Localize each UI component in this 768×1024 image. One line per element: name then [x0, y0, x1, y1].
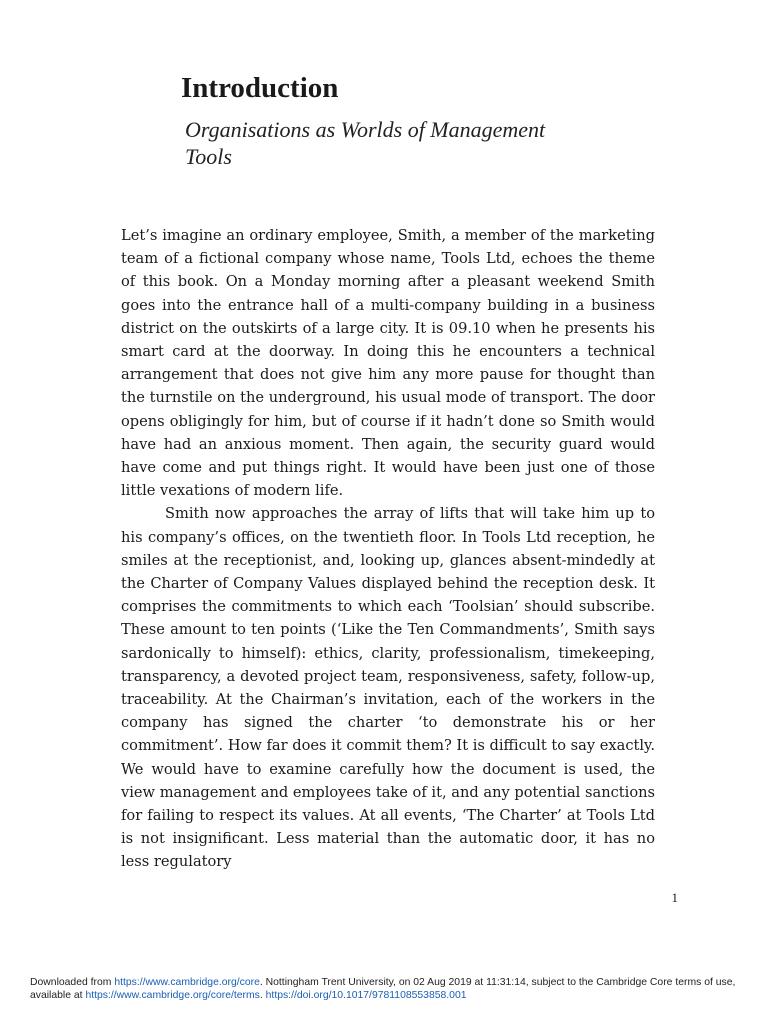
paragraph: Smith now approaches the array of lifts that will take him up to his company’s offices, on the twentieth floor. In Tools Ltd reception, he smiles at the receptionist, and, looking up, glances absent-mindedly at the Charter of Company Values displayed behind the reception desk. It comprises the commitments to which each ‘Toolsian’ should subscribe. These amount to ten points (‘Like the Ten Commandments’, Smith says sardonically to himself): ethics, clarity, professionalism, timekeeping, transparency, a devoted project team, responsiveness, safety, follow-up, traceability. At the Chairman’s invitation, each of the workers in the company has signed the charter ‘to demonstrate his or her commitment’. How far does it commit them? It is difficult to say exactly. We would have to examine carefully how the document is used, the view management and employees take of it, and any potential sanctions for failing to respect its values. At all events, ‘The Charter’ at Tools Ltd is not insignificant. Less material than the automatic door, it has no less regulatory — [121, 505, 655, 871]
chapter-subtitle: Organisations as Worlds of Management Tools — [185, 117, 546, 169]
footer-middle-text: . Nottingham Trent University, on 02 Aug 2019 at 11:31:14, subject to the Cambridge Core terms of use, available at — [30, 977, 736, 1001]
chapter-title: Introduction — [181, 72, 339, 104]
paragraph: Let’s imagine an ordinary employee, Smith, a member of the marketing team of a fictional company whose name, Tools Ltd, echoes the theme of this book. On a Monday morning after a pleasant weekend Smith goes into the entrance hall of a multi-company building in a business district on the outskirts of a large city. It is 09.10 when he presents his smart card at the doorway. In doing this he encounters a technical arrangement that does not give him any more pause for thought than the turnstile on the underground, his usual mode of transport. The door opens obligingly for him, but of course if it hadn’t done so Smith would have had an anxious moment. Then again, the security guard would have come and put things right. It would have been just one of those little vexations of modern life. — [121, 227, 655, 500]
page-number: 1 — [671, 890, 678, 905]
cambridge-core-link[interactable]: https://www.cambridge.org/core — [114, 977, 260, 988]
footer-prefix-text: Downloaded from — [30, 977, 115, 988]
body-text — [121, 224, 655, 874]
terms-link[interactable]: https://www.cambridge.org/core/terms — [85, 990, 260, 1001]
doi-link[interactable]: https://doi.org/10.1017/9781108553858.001 — [265, 990, 467, 1001]
footer-separator: . — [259, 990, 266, 1001]
download-footer — [30, 976, 760, 1002]
